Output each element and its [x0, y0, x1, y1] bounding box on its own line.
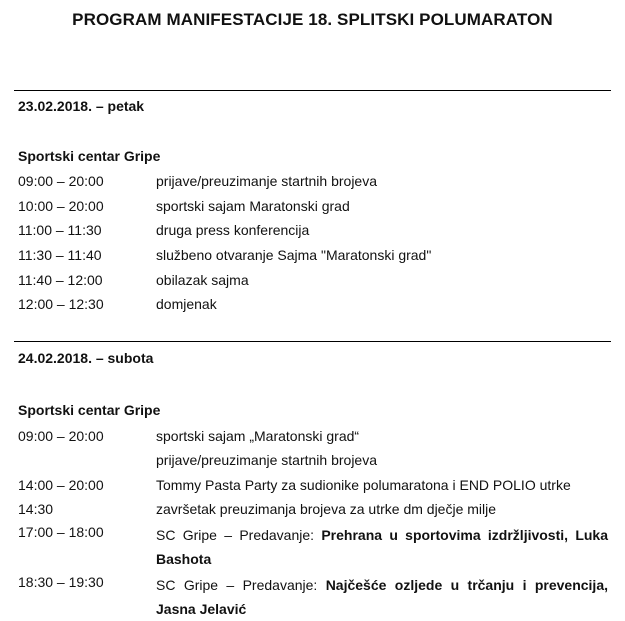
- event-time: 17:00 – 18:00: [18, 524, 104, 540]
- event-time: 18:30 – 19:30: [18, 574, 104, 590]
- event-description: službeno otvaranje Sajma "Maratonski grad": [156, 247, 432, 263]
- lecture-description: [156, 573, 608, 621]
- event-description: sportski sajam „Maratonski grad“: [156, 428, 360, 444]
- event-time: 09:00 – 20:00: [18, 173, 104, 189]
- event-description: Tommy Pasta Party za sudionike polumaratona i END POLIO utrke: [156, 477, 571, 493]
- venue-heading: Sportski centar Gripe: [18, 148, 161, 164]
- event-description: prijave/preuzimanje startnih brojeva: [156, 452, 377, 468]
- lecture-title: Najčešće ozljede u trčanju i prevencija, Jasna Jelavić: [156, 577, 608, 617]
- event-time: 11:40 – 12:00: [18, 272, 103, 288]
- event-time: 09:00 – 20:00: [18, 428, 104, 444]
- lecture-prefix: SC Gripe – Predavanje:: [156, 577, 326, 593]
- lecture-title: Prehrana u sportovima izdržljivosti, Luka Bashota: [156, 527, 608, 567]
- event-time: 11:30 – 11:40: [18, 247, 102, 263]
- event-description: druga press konferencija: [156, 222, 310, 238]
- section-divider: [14, 90, 611, 91]
- event-description: prijave/preuzimanje startnih brojeva: [156, 173, 377, 189]
- venue-heading: Sportski centar Gripe: [18, 402, 161, 418]
- event-description: sportski sajam Maratonski grad: [156, 198, 350, 214]
- event-time: 10:00 – 20:00: [18, 198, 104, 214]
- lecture-prefix: SC Gripe – Predavanje:: [156, 527, 322, 543]
- event-time: 14:30: [18, 501, 54, 517]
- event-description: obilazak sajma: [156, 272, 249, 288]
- lecture-description: [156, 523, 608, 571]
- day-date-heading: 23.02.2018. – petak: [18, 98, 145, 114]
- event-description: domjenak: [156, 296, 217, 312]
- section-divider: [14, 341, 611, 342]
- page-title: PROGRAM MANIFESTACIJE 18. SPLITSKI POLUMARATON: [72, 10, 553, 29]
- day-date-heading: 24.02.2018. – subota: [18, 350, 154, 366]
- event-time: 14:00 – 20:00: [18, 477, 104, 493]
- event-time: 12:00 – 12:30: [18, 296, 104, 312]
- event-description: završetak preuzimanja brojeva za utrke dm dječje milje: [156, 501, 497, 517]
- event-time: 11:00 – 11:30: [18, 222, 102, 238]
